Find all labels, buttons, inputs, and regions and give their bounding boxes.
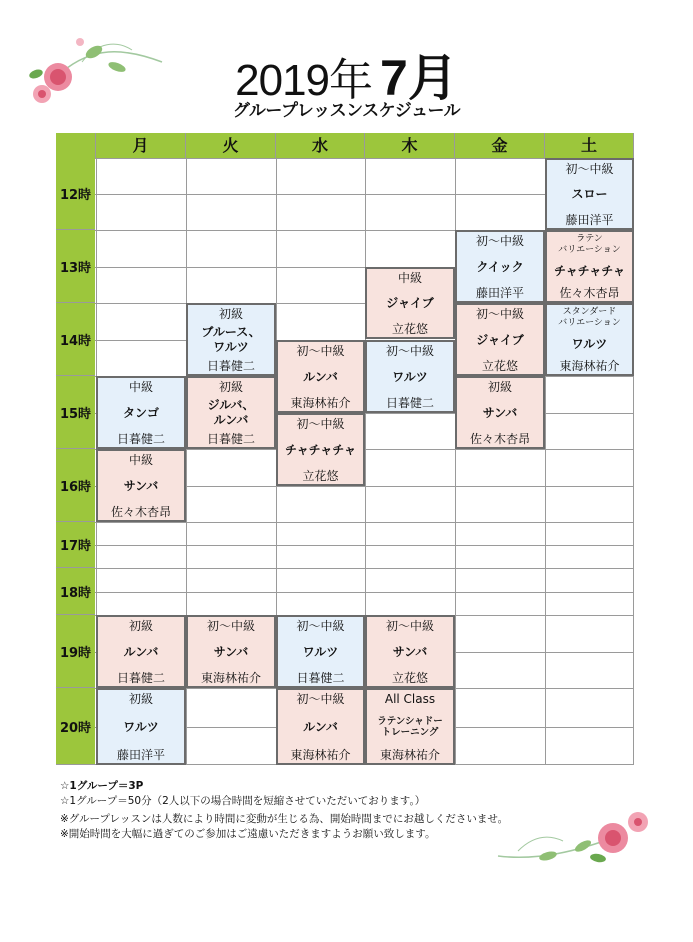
lesson-name: ワルツ <box>571 336 608 351</box>
time-19: 19時 <box>56 615 95 688</box>
lesson-level: 初～中級 <box>296 692 345 706</box>
lesson-name: ジルバ、 ルンバ <box>207 398 255 427</box>
day-header-sat: 土 <box>545 133 634 158</box>
lesson-name: ジャイブ <box>476 332 524 347</box>
lesson-teacher: 日暮健二 <box>116 671 165 685</box>
lesson-name: ワルツ <box>392 369 428 384</box>
time-13: 13時 <box>56 230 95 303</box>
time-14: 14時 <box>56 303 95 376</box>
lesson-fri-15 <box>455 376 545 449</box>
lesson-teacher: 東海林祐介 <box>290 396 351 410</box>
lesson-mon-16 <box>96 449 186 522</box>
lesson-level: All Class <box>384 692 436 706</box>
lesson-sat-13 <box>545 230 634 303</box>
lesson-name: ルンバ <box>303 719 338 734</box>
lesson-teacher: 藤田洋平 <box>565 213 614 227</box>
lesson-level: 中級 <box>397 271 422 285</box>
corner-cell <box>56 133 96 158</box>
lesson-teacher: 立花悠 <box>391 671 428 685</box>
lesson-teacher: 佐々木杏昂 <box>110 505 171 519</box>
time-17: 17時 <box>56 522 95 568</box>
rose-decoration-bottom-right-icon <box>488 806 668 876</box>
lesson-wed-19 <box>276 615 365 688</box>
lesson-mon-15 <box>96 376 186 449</box>
lesson-teacher: 東海林祐介 <box>200 671 261 685</box>
lesson-name: ワルツ <box>123 719 159 734</box>
lesson-teacher: 立花悠 <box>391 322 428 336</box>
lesson-level: 初～中級 <box>475 234 524 248</box>
lesson-teacher: 藤田洋平 <box>116 748 165 762</box>
lesson-teacher: 藤田洋平 <box>475 286 524 300</box>
lesson-teacher: 東海林祐介 <box>559 359 620 373</box>
lesson-level: 初級 <box>128 692 153 706</box>
note-group-duration: ☆1グループ＝50分（2人以下の場合時間を短縮させていただいております。） <box>60 795 426 807</box>
lesson-name: チャチャチャ <box>285 442 356 457</box>
lesson-level: ラテン バリエーション <box>558 234 621 255</box>
lesson-name: スロー <box>571 187 608 201</box>
lesson-level: 初～中級 <box>475 307 524 321</box>
lesson-level: 初級 <box>128 619 153 633</box>
lesson-sat-12 <box>545 158 634 230</box>
lesson-teacher: 東海林祐介 <box>379 748 440 762</box>
lesson-teacher: 立花悠 <box>302 469 339 483</box>
lesson-level: 初～中級 <box>385 619 434 633</box>
lesson-level: 初～中級 <box>385 344 434 358</box>
notes-section <box>60 779 508 842</box>
lesson-wed-20 <box>276 688 365 765</box>
lesson-level: 初～中級 <box>565 162 614 176</box>
time-15: 15時 <box>56 376 95 449</box>
lesson-level: 初～中級 <box>296 417 345 431</box>
lesson-level: 中級 <box>128 380 153 394</box>
lesson-tue-19 <box>186 615 276 688</box>
lesson-fri-14 <box>455 303 545 376</box>
lesson-mon-19 <box>96 615 186 688</box>
lesson-name: ルンバ <box>303 369 338 384</box>
lesson-name: サンバ <box>213 644 249 659</box>
grid-line-horizontal <box>56 568 634 569</box>
grid-line-horizontal <box>56 545 634 546</box>
lesson-level: スタンダード バリエーション <box>558 307 621 328</box>
note-group-points: ☆1グループ＝3P <box>60 780 144 792</box>
time-20: 20時 <box>56 688 95 765</box>
lesson-tue-15 <box>186 376 276 449</box>
lesson-thu-1430 <box>365 340 455 413</box>
lesson-name: ラテンシャドー トレーニング <box>377 716 443 738</box>
lesson-name: ルンバ <box>123 644 159 659</box>
lesson-teacher: 佐々木杏昂 <box>559 286 620 300</box>
lesson-level: 初～中級 <box>296 619 345 633</box>
lesson-teacher: 日暮健二 <box>206 432 255 446</box>
grid-line-vertical <box>455 133 456 765</box>
lesson-name: サンバ <box>123 478 159 493</box>
lesson-name: ワルツ <box>302 644 339 659</box>
note-late: ※開始時間を大幅に過ぎてのご参加はご遠慮いただきますようお願い致します。 <box>60 828 436 840</box>
time-12: 12時 <box>56 158 95 230</box>
lesson-thu-19 <box>365 615 455 688</box>
lesson-level: 中級 <box>128 453 153 467</box>
schedule-grid <box>56 133 634 765</box>
lesson-teacher: 日暮健二 <box>206 359 255 373</box>
title-month: 7月 <box>380 50 458 106</box>
lesson-tue-14 <box>186 303 276 376</box>
lesson-teacher: 日暮健二 <box>116 432 165 446</box>
lesson-wed-1430 <box>276 340 365 413</box>
lesson-mon-20 <box>96 688 186 765</box>
lesson-name: ジャイブ <box>386 296 434 310</box>
lesson-level: 初～中級 <box>206 619 255 633</box>
day-header-fri: 金 <box>455 133 545 158</box>
lesson-name: サンバ <box>482 405 518 420</box>
day-header-mon: 月 <box>96 133 186 158</box>
lesson-name: タンゴ <box>122 405 159 420</box>
lesson-name: クイック <box>476 259 524 274</box>
lesson-teacher: 立花悠 <box>481 359 518 373</box>
day-header-wed: 水 <box>276 133 365 158</box>
lesson-level: 初級 <box>218 380 243 394</box>
grid-line-horizontal <box>56 592 634 593</box>
title-year: 2019年 <box>235 56 373 105</box>
lesson-wed-1530 <box>276 413 365 486</box>
lesson-fri-13 <box>455 230 545 303</box>
lesson-level: 初級 <box>218 307 243 321</box>
lesson-sat-14 <box>545 303 634 376</box>
grid-line-horizontal <box>56 522 634 523</box>
lesson-teacher: 佐々木杏昂 <box>469 432 530 446</box>
lesson-thu-20 <box>365 688 455 765</box>
lesson-level: 初級 <box>487 380 512 394</box>
day-header-thu: 木 <box>365 133 455 158</box>
lesson-teacher: 東海林祐介 <box>290 748 351 762</box>
lesson-teacher: 日暮健二 <box>385 396 434 410</box>
lesson-thu-1330 <box>365 267 455 339</box>
note-arrival: ※グループレッスンは人数により時間に変動が生じる為、開始時間までにお越しくださいませ。 <box>60 813 509 825</box>
lesson-level: 初～中級 <box>296 344 345 358</box>
lesson-teacher: 日暮健二 <box>296 671 345 685</box>
time-16: 16時 <box>56 449 95 522</box>
time-18: 18時 <box>56 568 95 615</box>
lesson-name: チャチャチャ <box>554 263 625 278</box>
lesson-name: サンバ <box>392 644 428 659</box>
lesson-name: ブルース、 ワルツ <box>201 325 261 354</box>
day-header-tue: 火 <box>186 133 276 158</box>
page-subtitle: グループレッスンスケジュール <box>232 101 461 121</box>
